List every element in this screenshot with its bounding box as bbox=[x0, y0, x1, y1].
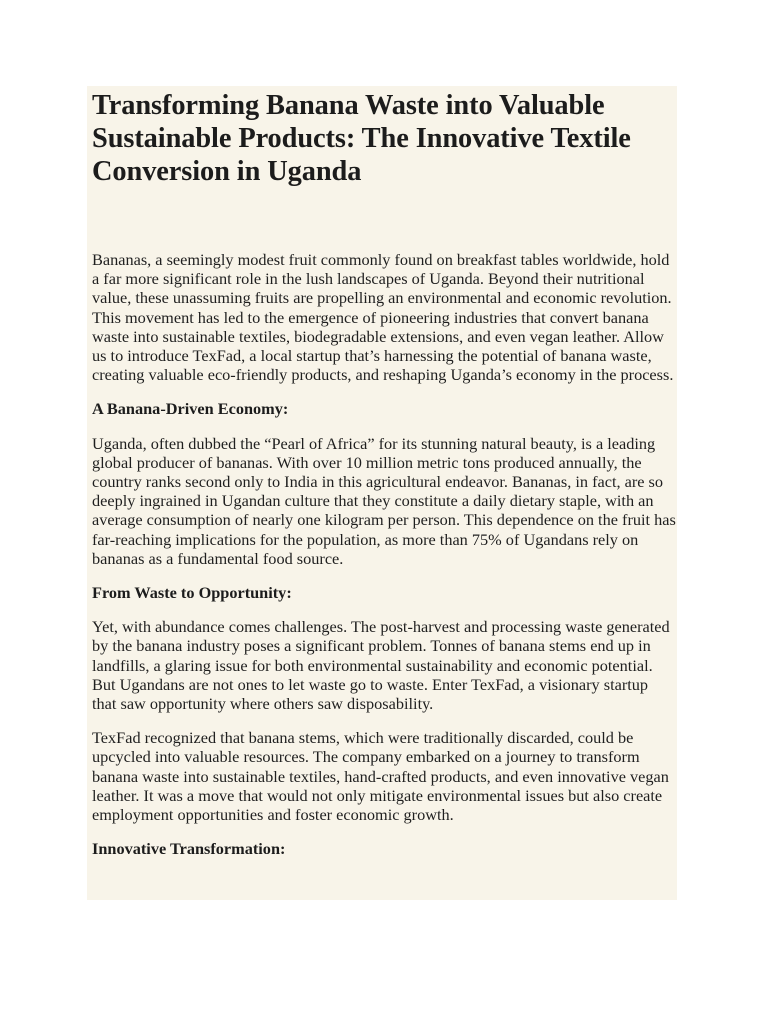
title-spacer bbox=[92, 188, 676, 250]
section-heading-waste-to-opportunity: From Waste to Opportunity: bbox=[92, 583, 292, 603]
section-heading-innovative-transformation: Innovative Transformation: bbox=[92, 839, 286, 859]
intro-paragraph: Bananas, a seemingly modest fruit commonly found on breakfast tables worldwide, hold a far more significant role in the lush landscapes of Uganda. Beyond their nutritional value, these unassuming fruits are propelling an environmental and economic revolution. This movement has led to the emergence of pioneering industries that convert banana waste into sustainable textiles, biodegradable extensions, and even vegan leather. Allow us to introduce TexFad, a local startup that’s harnessing the potential of banana waste, creating valuable eco-friendly products, and reshaping Uganda’s economy in the process. bbox=[92, 250, 674, 385]
article-title: Transforming Banana Waste into Valuable Sustainable Products: The Innovative Textile Conversion in Uganda bbox=[92, 90, 631, 187]
article bbox=[92, 89, 676, 873]
section-heading-banana-economy: A Banana-Driven Economy: bbox=[92, 399, 289, 419]
section-paragraph: TexFad recognized that banana stems, which were traditionally discarded, could be upcycled into valuable resources. The company embarked on a journey to transform banana waste into sustainable textiles, hand-crafted products, and even innovative vegan leather. It was a move that would not only mitigate environmental issues but also create employment opportunities and foster economic growth. bbox=[92, 728, 669, 825]
section-paragraph: Yet, with abundance comes challenges. The post-harvest and processing waste generated by the banana industry poses a significant problem. Tonnes of banana stems end up in landfills, a glaring issue for both environmental sustainability and economic potential. But Ugandans are not ones to let waste go to waste. Enter TexFad, a visionary startup that saw opportunity where others saw disposability. bbox=[92, 617, 670, 714]
section-paragraph: Uganda, often dubbed the “Pearl of Africa” for its stunning natural beauty, is a leading global producer of bananas. With over 10 million metric tons produced annually, the country ranks second only to India in this agricultural endeavor. Bananas, in fact, are so deeply ingrained in Ugandan culture that they constitute a daily dietary staple, with an average consumption of nearly one kilogram per person. This dependence on the fruit has far-reaching implications for the population, as more than 75% of Ugandans rely on bananas as a fundamental food source. bbox=[92, 433, 676, 568]
